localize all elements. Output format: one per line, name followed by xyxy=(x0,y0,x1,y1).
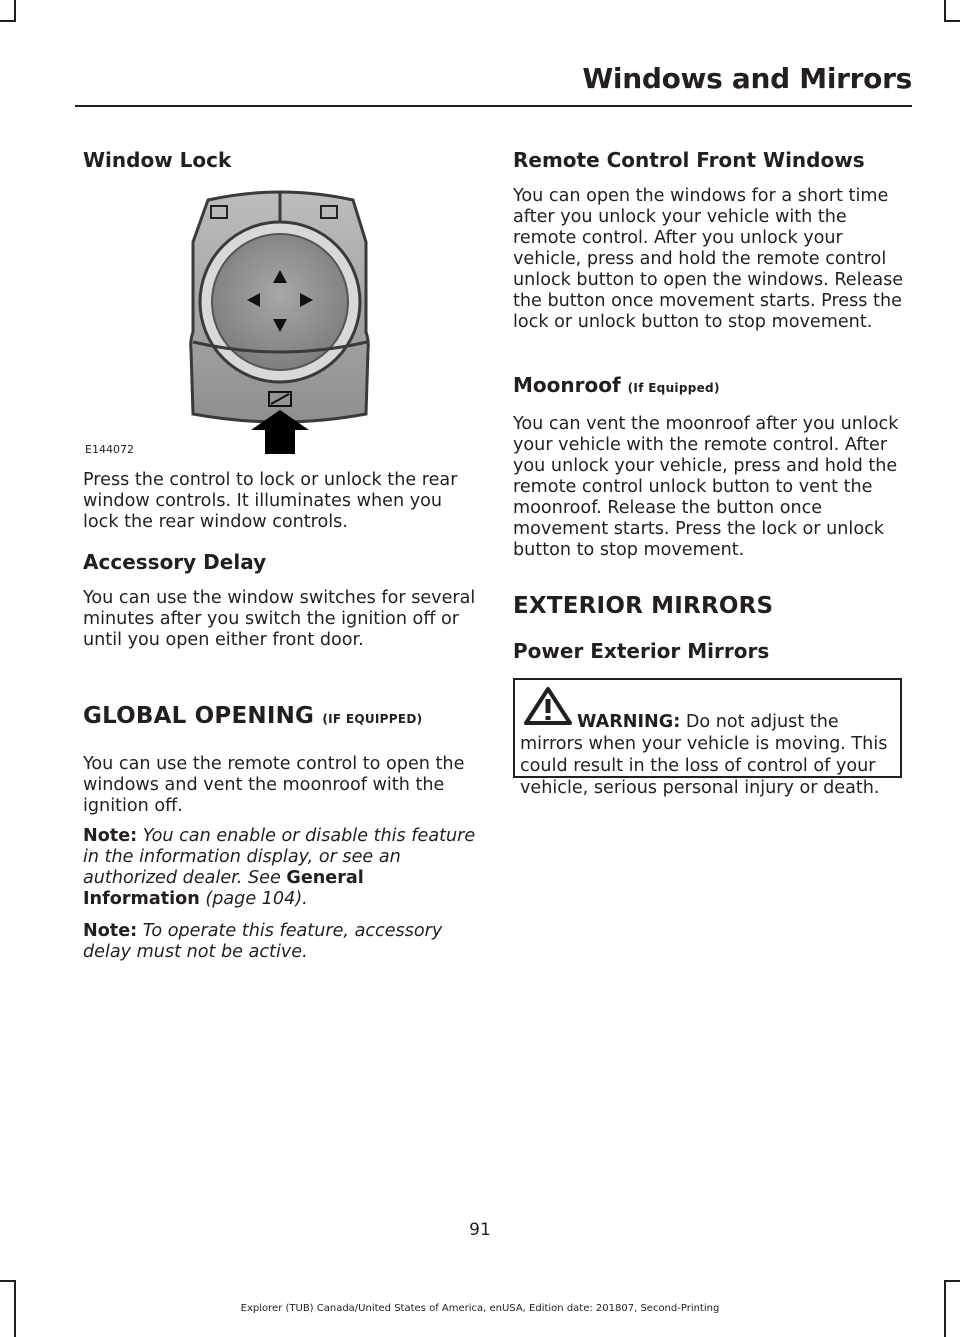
note-text: You can enable or disable this feature in the information display, or see an authorized dealer. See xyxy=(83,826,476,888)
window-lock-text: Press the control to lock or unlock the rear window controls. It illuminates when you lock the rear window controls. xyxy=(83,470,458,532)
crop-mark xyxy=(944,1280,960,1282)
moonroof-text: You can vent the moonroof after you unlock your vehicle with the remote control. After you unlock your vehicle, press and hold the remote control unlock button to vent the moonroof. Release the button once movement starts. Press the lock or unlock button to stop movement. xyxy=(513,414,899,560)
figure-code: E144072 xyxy=(85,443,134,456)
warning-box xyxy=(513,678,902,798)
warning-body: Do not adjust the mirrors when your vehicle is moving. This could result in the loss of control of your vehicle, serious personal injury or death. xyxy=(520,712,888,798)
note-label: Note: xyxy=(83,826,138,846)
window-lock-figure xyxy=(83,182,473,454)
note-label: Note: xyxy=(83,921,138,941)
exterior-mirrors-heading: EXTERIOR MIRRORS xyxy=(513,593,774,619)
note-text: To operate this feature, accessory delay must not be active. xyxy=(83,921,443,962)
window-lock-heading: Window Lock xyxy=(83,148,232,172)
page-number: 91 xyxy=(469,1220,491,1240)
moonroof-title: Moonroof xyxy=(513,373,621,397)
warning-text xyxy=(520,711,902,799)
section-title: Windows and Mirrors xyxy=(582,62,912,95)
crop-mark xyxy=(944,0,946,22)
power-mirrors-heading: Power Exterior Mirrors xyxy=(513,639,770,663)
page-reference: (page 104). xyxy=(205,889,308,909)
remote-control-heading: Remote Control Front Windows xyxy=(513,148,865,172)
general-information-link[interactable]: General Information xyxy=(83,868,364,909)
accessory-delay-text: You can use the window switches for several minutes after you switch the ignition off or until you open either front door. xyxy=(83,588,476,650)
window-control-switch-illustration xyxy=(83,182,473,454)
footer-edition: Explorer (TUB) Canada/United States of America, enUSA, Edition date: 201807, Second-Printing xyxy=(240,1303,720,1314)
global-opening-heading xyxy=(83,703,422,732)
crop-mark xyxy=(14,0,16,22)
note-enable-feature xyxy=(83,826,478,910)
global-opening-qualifier: (IF EQUIPPED) xyxy=(322,712,423,726)
crop-mark xyxy=(0,1280,16,1282)
accessory-delay-heading: Accessory Delay xyxy=(83,550,267,574)
warning-label: WARNING: xyxy=(577,712,681,732)
crop-mark xyxy=(0,20,16,22)
header-rule xyxy=(75,105,912,107)
crop-mark xyxy=(944,20,960,22)
global-opening-title: GLOBAL OPENING xyxy=(83,703,315,729)
remote-control-text: You can open the windows for a short time after you unlock your vehicle with the remote control. After you unlock your vehicle, press and hold the remote control unlock button to open the windows. Release the button once movement starts. Press the lock or unlock button to stop movement. xyxy=(513,186,904,332)
moonroof-qualifier: (If Equipped) xyxy=(627,381,720,395)
note-accessory-delay xyxy=(83,921,478,963)
global-opening-text: You can use the remote control to open the windows and vent the moonroof with the ignition off. xyxy=(83,754,465,816)
moonroof-heading xyxy=(513,373,720,400)
